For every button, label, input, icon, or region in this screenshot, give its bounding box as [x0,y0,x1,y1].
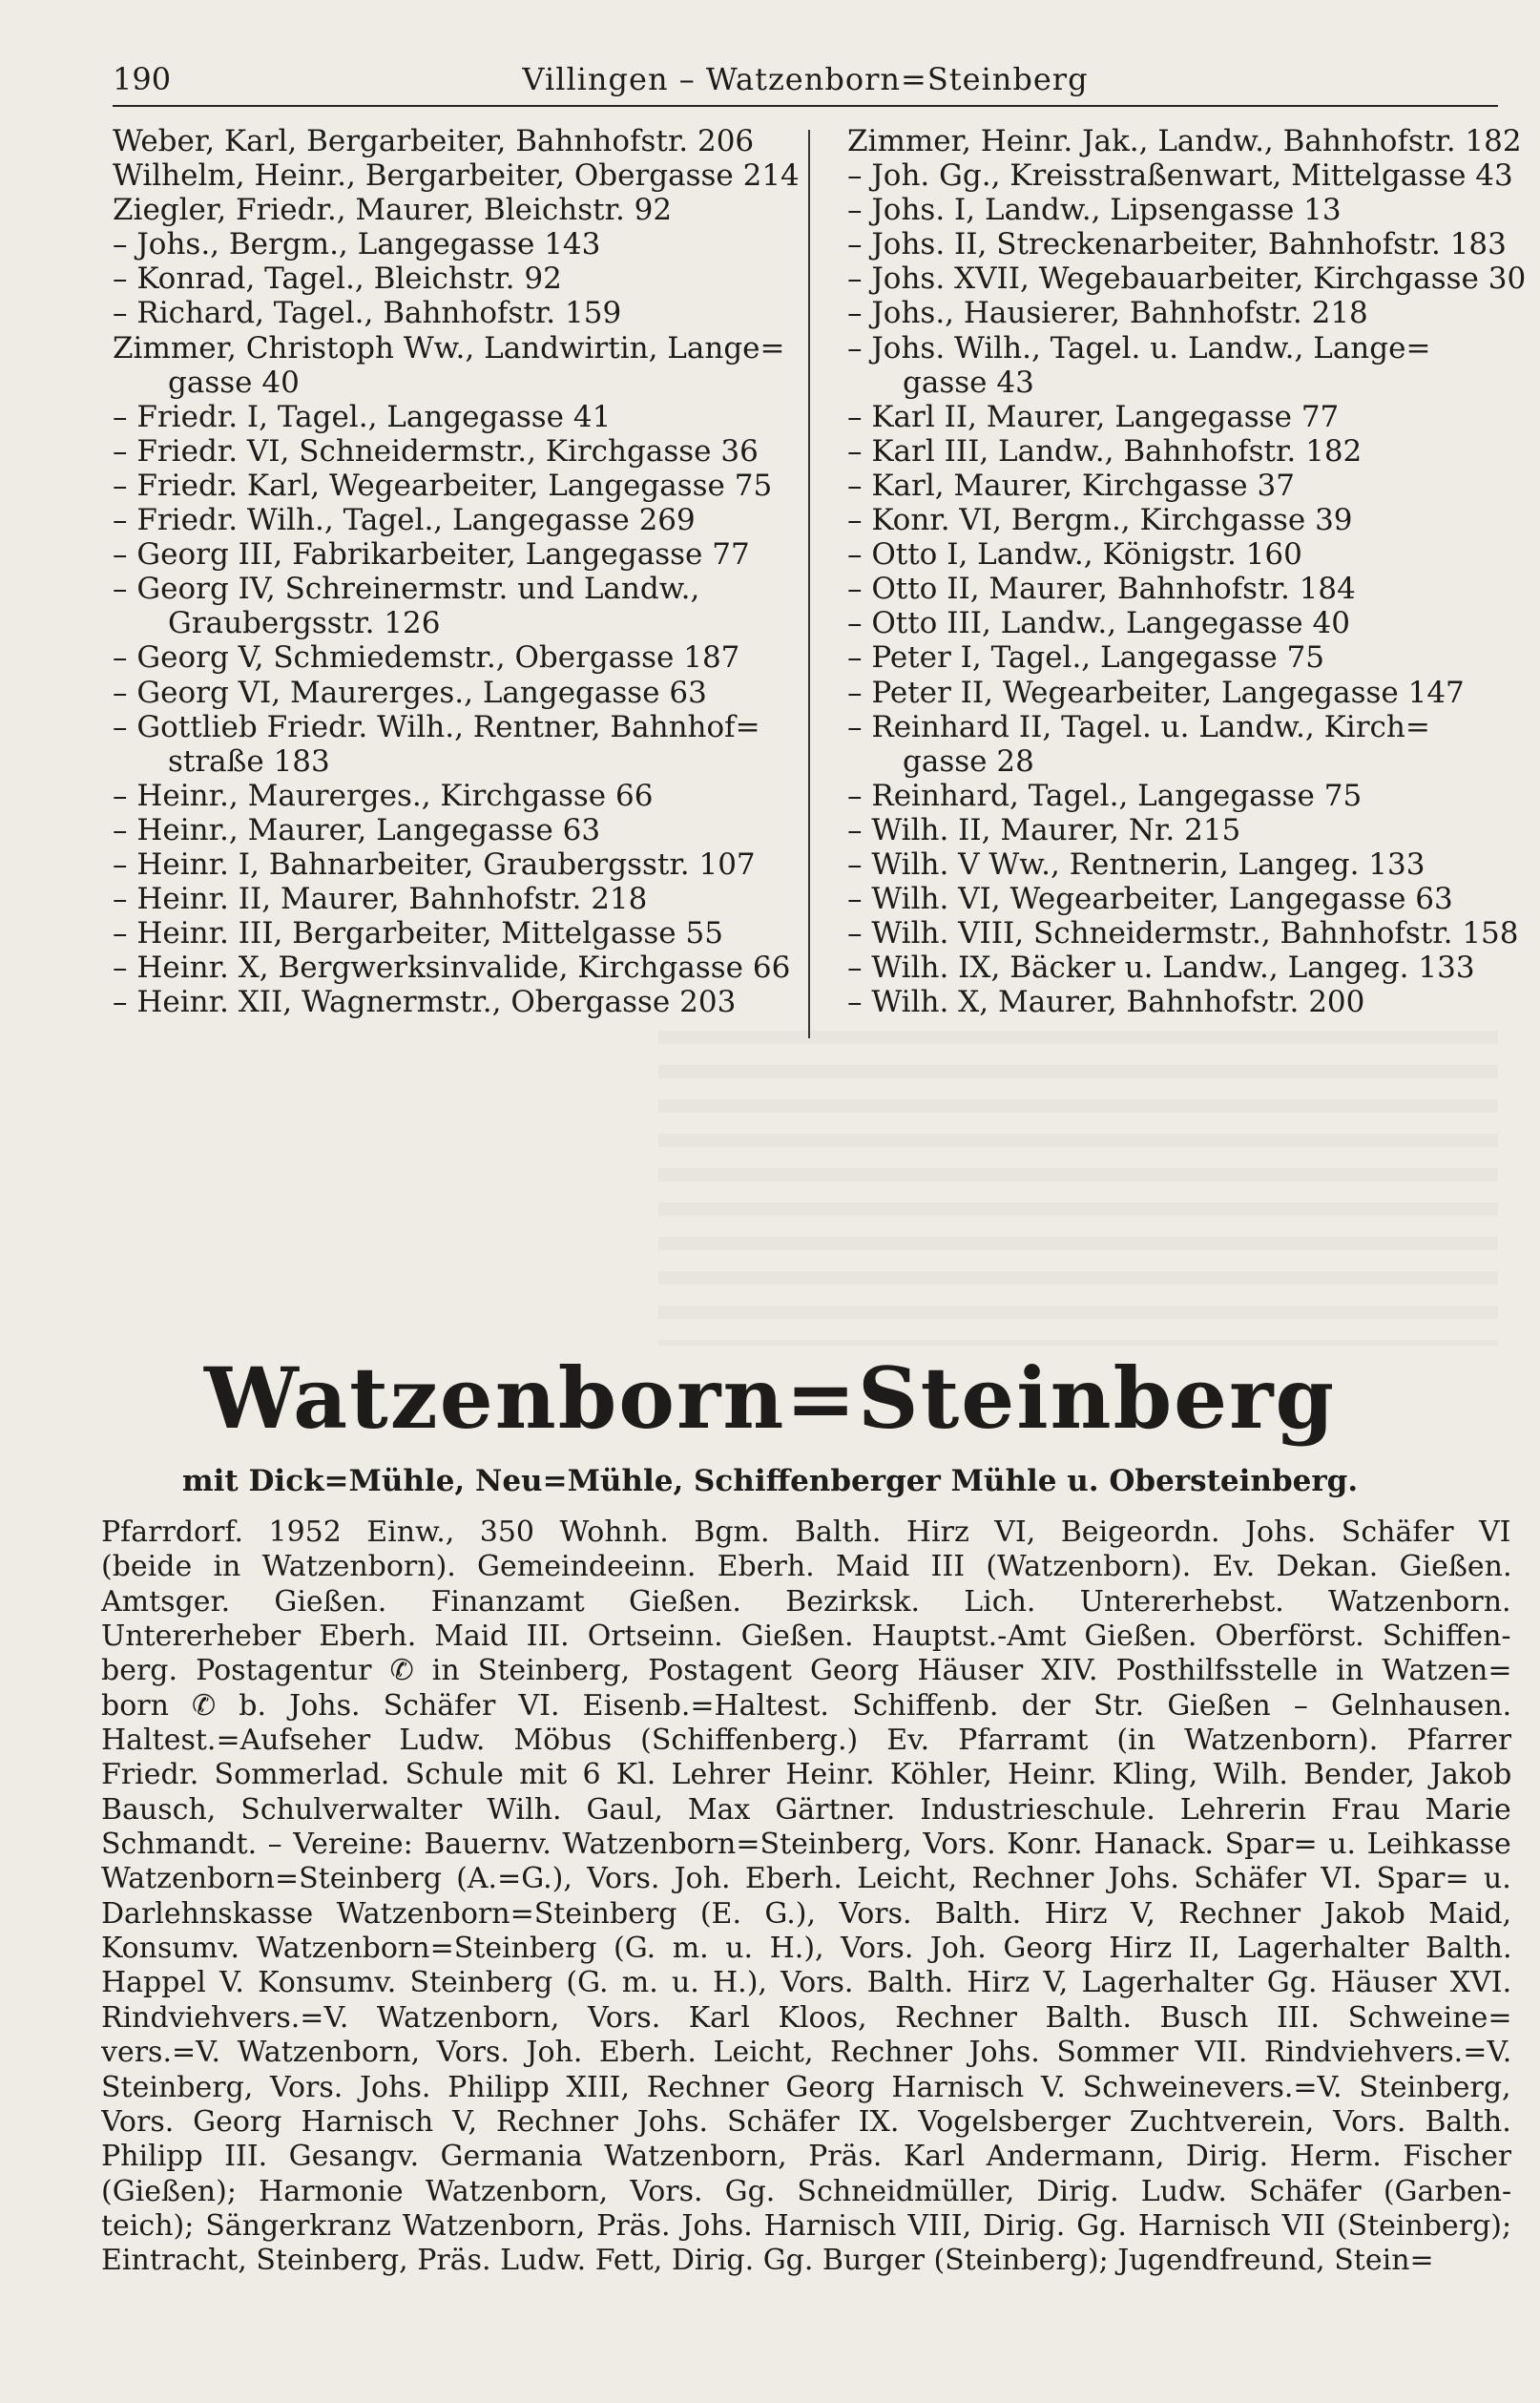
directory-entry: – Karl II, Maurer, Langegasse 77 [847,399,1340,434]
description-line: (Gießen); Harmonie Watzenborn, Vors. Gg. Schneidmüller, Dirig. Ludw. Schäfer (Garben- [101,2174,1511,2208]
directory-entry: – Georg VI, Maurerges., Langegasse 63 [113,675,707,710]
directory-entry: – Johs. XVII, Wegebauarbeiter, Kirchgasse 30 [847,261,1527,297]
description-line: Bausch, Schulverwalter Wilh. Gaul, Max Gärtner. Industrieschule. Lehrerin Frau Marie [101,1792,1511,1827]
directory-entry: – Konr. VI, Bergm., Kirchgasse 39 [847,503,1353,538]
directory-entry: – Wilh. VI, Wegearbeiter, Langegasse 63 [847,882,1453,917]
page-number: 190 [113,61,172,97]
description-line: Happel V. Konsumv. Steinberg (G. m. u. H.), Vors. Balth. Hirz V, Lagerhalter Gg. Häuser XVI. [101,1966,1511,2000]
directory-entry: – Heinr. XII, Wagnermstr., Obergasse 203 [113,985,737,1020]
directory-entry: – Georg III, Fabrikarbeiter, Langegasse 77 [113,537,750,573]
directory-entry: – Peter II, Wegearbeiter, Langegasse 147 [847,675,1465,710]
directory-entry: – Joh. Gg., Kreisstraßenwart, Mittelgasse 43 [847,158,1513,194]
directory-entry: – Heinr. I, Bahnarbeiter, Graubergsstr. 107 [113,846,756,882]
directory-entry: – Johs. I, Landw., Lipsengasse 13 [847,193,1342,228]
directory-entry: gasse 28 [903,743,1034,779]
directory-entry: – Otto II, Maurer, Bahnhofstr. 184 [847,572,1356,607]
directory-entry: Wilhelm, Heinr., Bergarbeiter, Obergasse 214 [113,158,800,194]
section-title: Watzenborn=Steinberg [203,1348,1337,1448]
description-line: Philipp III. Gesangv. Germania Watzenborn, Präs. Karl Andermann, Dirig. Herm. Fischer [101,2140,1511,2174]
directory-entry: – Gottlieb Friedr. Wilh., Rentner, Bahnhof= [113,709,760,744]
directory-entry: – Johs. Wilh., Tagel. u. Landw., Lange= [847,330,1431,366]
directory-entry: – Georg V, Schmiedemstr., Obergasse 187 [113,640,740,676]
description-line: Rindviehvers.=V. Watzenborn, Vors. Karl Kloos, Rechner Balth. Busch III. Schweine= [101,2000,1511,2035]
directory-entry: – Johs., Hausierer, Bahnhofstr. 218 [847,296,1368,331]
directory-entry: – Peter I, Tagel., Langegasse 75 [847,640,1325,676]
directory-entry: – Reinhard II, Tagel. u. Landw., Kirch= [847,709,1430,744]
description-line: Vors. Georg Harnisch V, Rechner Johs. Schäfer IX. Vogelsberger Zuchtverein, Vors. Balth. [101,2104,1511,2139]
directory-entry: – Heinr., Maurer, Langegasse 63 [113,812,601,847]
directory-entry: – Heinr., Maurerges., Kirchgasse 66 [113,778,654,813]
directory-entry: – Heinr. X, Bergwerksinvalide, Kirchgasse 66 [113,951,791,986]
right-column [847,124,1534,1019]
description-line: Steinberg, Vors. Johs. Philipp XIII, Rechner Georg Harnisch V. Schweinevers.=V. Steinberg, [101,2070,1511,2104]
directory-entry: – Wilh. X, Maurer, Bahnhofstr. 200 [847,985,1365,1020]
description-line: Untererheber Eberh. Maid III. Ortseinn. Gießen. Hauptst.-Amt Gießen. Oberförst. Schiffen- [101,1619,1511,1654]
directory-entry: – Karl, Maurer, Kirchgasse 37 [847,468,1295,503]
section-subtitle: mit Dick=Mühle, Neu=Mühle, Schiffenberger Mühle u. Obersteinberg. [181,1464,1359,1498]
bleed-through-shadow [658,1031,1498,1346]
directory-entry: – Wilh. IX, Bäcker u. Landw., Langeg. 133 [847,951,1475,986]
directory-entry: – Heinr. III, Bergarbeiter, Mittelgasse 55 [113,916,723,951]
directory-entry: – Wilh. II, Maurer, Nr. 215 [847,812,1241,847]
running-title: Villingen – Watzenborn=Steinberg [522,61,1089,97]
running-header [113,55,1498,103]
description-line: teich); Sängerkranz Watzenborn, Präs. Johs. Harnisch VIII, Dirig. Gg. Harnisch VII (Steinberg); [101,2208,1511,2243]
description-line: Darlehnskasse Watzenborn=Steinberg (E. G.), Vors. Balth. Hirz V, Rechner Jakob Maid, [101,1896,1511,1931]
directory-entry: Zimmer, Heinr. Jak., Landw., Bahnhofstr. 182 [847,124,1522,158]
left-column [113,124,800,1019]
description-line: Watzenborn=Steinberg (A.=G.), Vors. Joh. Eberh. Leicht, Rechner Johs. Schäfer VI. Spar= u. [101,1862,1511,1896]
description-line: (beide in Watzenborn). Gemeindeeinn. Eberh. Maid III (Watzenborn). Ev. Dekan. Gießen. [101,1550,1511,1584]
directory-entry: straße 183 [168,743,330,779]
directory-entry: – Otto I, Landw., Königstr. 160 [847,537,1302,573]
directory-entry: Ziegler, Friedr., Maurer, Bleichstr. 92 [113,193,673,228]
description-line: vers.=V. Watzenborn, Vors. Joh. Eberh. Leicht, Rechner Johs. Sommer VII. Rindviehvers.=V. [101,2036,1511,2070]
description-line: Eintracht, Steinberg, Präs. Ludw. Fett, Dirig. Gg. Burger (Steinberg); Jugendfreund, Stein= [101,2244,1434,2278]
directory-entry: Zimmer, Christoph Ww., Landwirtin, Lange= [113,330,785,366]
column-divider [808,130,810,1038]
header-rule [113,105,1498,107]
description-line: berg. Postagentur ✆ in Steinberg, Postagent Georg Häuser XIV. Posthilfsstelle in Watzen= [101,1654,1511,1688]
description-line: Haltest.=Aufseher Ludw. Möbus (Schiffenberg.) Ev. Pfarramt (in Watzenborn). Pfarrer [101,1724,1511,1758]
directory-entry: Weber, Karl, Bergarbeiter, Bahnhofstr. 206 [113,124,755,158]
directory-entry: – Friedr. Karl, Wegearbeiter, Langegasse 75 [113,468,773,503]
directory-entry: – Wilh. VIII, Schneidermstr., Bahnhofstr. 158 [847,916,1519,951]
section-description [101,1515,1511,2279]
description-line: Friedr. Sommerlad. Schule mit 6 Kl. Lehrer Heinr. Köhler, Heinr. Kling, Wilh. Bender, Jakob [101,1758,1511,1792]
directory-entry: – Georg IV, Schreinermstr. und Landw., [113,572,700,607]
description-line: born ✆ b. Johs. Schäfer VI. Eisenb.=Haltest. Schiffenb. der Str. Gießen – Gelnhausen. [101,1688,1511,1723]
directory-entry: – Richard, Tagel., Bahnhofstr. 159 [113,296,622,331]
description-line: Schmandt. – Vereine: Bauernv. Watzenborn=Steinberg, Vors. Konr. Hanack. Spar= u. Leihkasse [101,1828,1511,1862]
directory-entry: – Friedr. VI, Schneidermstr., Kirchgasse 36 [113,433,759,469]
directory-entry: gasse 40 [168,365,300,400]
description-line: Pfarrdorf. 1952 Einw., 350 Wohnh. Bgm. Balth. Hirz VI, Beigeordn. Johs. Schäfer VI [101,1515,1511,1549]
directory-entry: gasse 43 [903,365,1034,400]
directory-entry: – Friedr. Wilh., Tagel., Langegasse 269 [113,503,696,538]
directory-entry: – Otto III, Landw., Langegasse 40 [847,606,1350,641]
directory-entry: – Karl III, Landw., Bahnhofstr. 182 [847,433,1363,469]
description-line: Konsumv. Watzenborn=Steinberg (G. m. u. H.), Vors. Joh. Georg Hirz II, Lagerhalter Balth. [101,1932,1511,1966]
directory-entry: – Wilh. V Ww., Rentnerin, Langeg. 133 [847,846,1426,882]
directory-entry: – Johs. II, Streckenarbeiter, Bahnhofstr. 183 [847,227,1507,262]
directory-entry: Graubergsstr. 126 [168,606,441,641]
directory-entry: – Johs., Bergm., Langegasse 143 [113,227,601,262]
directory-entry: – Friedr. I, Tagel., Langegasse 41 [113,399,612,434]
directory-entry: – Konrad, Tagel., Bleichstr. 92 [113,261,562,297]
directory-entry: – Reinhard, Tagel., Langegasse 75 [847,778,1363,813]
description-line: Amtsger. Gießen. Finanzamt Gießen. Bezirksk. Lich. Untererhebst. Watzenborn. [101,1584,1511,1619]
directory-entry: – Heinr. II, Maurer, Bahnhofstr. 218 [113,882,648,917]
